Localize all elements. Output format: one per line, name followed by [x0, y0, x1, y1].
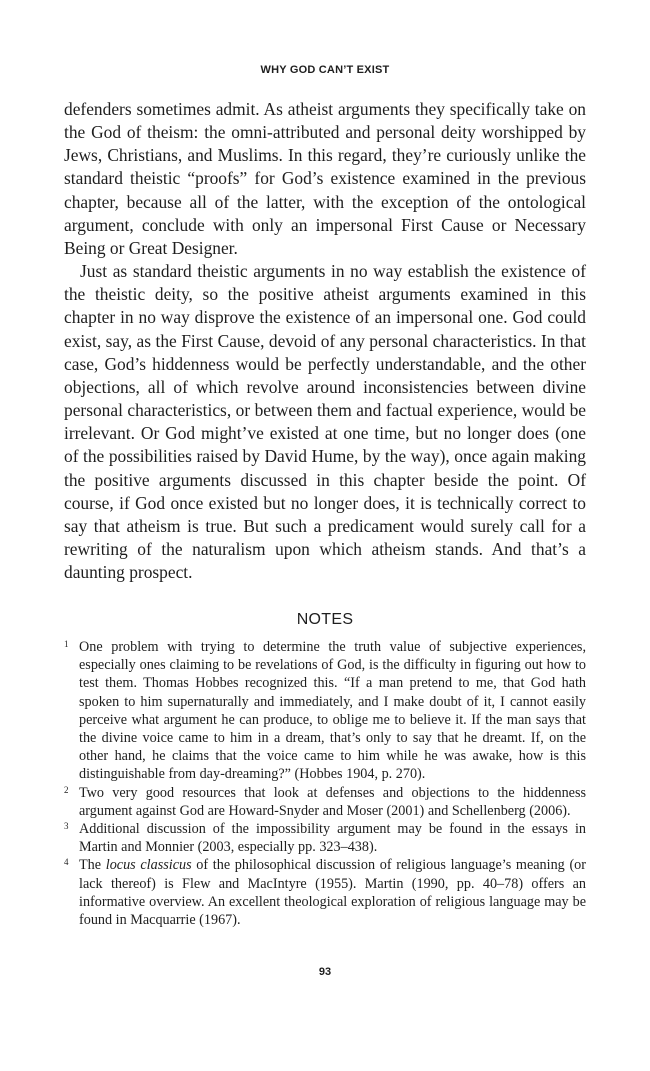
body-paragraph: defenders sometimes admit. As atheist arguments they specifically take on the God of theism: the omni-attributed and personal deity worshipped by Jews, Christians, and Muslims. In this regard, they’re curiously unlike the standard theistic “proofs” for God’s existence examined in the previous chapter, because all of the latter, with the exception of the ontological argument, conclude with only an impersonal First Cause or Necessary Being or Great Designer.: [64, 99, 586, 258]
note-item: [64, 638, 586, 784]
body-paragraph: Just as standard theistic arguments in no way establish the existence of the theistic deity, so the positive atheist arguments examined in this chapter in no way disprove the existence of an impersonal one. God could exist, say, as the First Cause, devoid of any personal characteristics. In that case, God’s hiddenness would be perfectly understandable, and the other objections, all of which revolve around inconsistencies between divine personal characteristics, or between them and factual experience, would be irrelevant. Or God might’ve existed at one time, but no longer does (one of the possibilities raised by David Hume, by the way), once again making the positive arguments discussed in this chapter beside the point. Of course, if God once existed but no longer does, it is technically correct to say that atheism is true. But such a predicament would surely call for a rewriting of the naturalism upon which atheism stands. And that’s a daunting prospect.: [64, 261, 586, 583]
notes-heading: NOTES: [296, 611, 354, 628]
notes-list: [64, 638, 586, 929]
body-text: [64, 98, 586, 584]
note-item: [64, 856, 586, 929]
note-number: 2: [64, 784, 69, 795]
note-item: [64, 820, 586, 856]
note-text: Two very good resources that look at defenses and objections to the hiddenness argument against God are Howard-Snyder and Moser (2001) and Schellenberg (2006).: [79, 784, 586, 819]
note-number: 3: [64, 821, 69, 832]
note-text-end: of the philosophical discussion of religious language’s meaning (or lack thereof) is Flew and MacIntyre (1955). Martin (1990, pp. 40–78) offers an informative overview. An excellent theological exploration of religious language may be found in Macquarrie (1967).: [79, 857, 586, 929]
note-number: 4: [64, 857, 69, 868]
note-number: 1: [64, 639, 69, 649]
page-number: 93: [318, 966, 332, 978]
note-item: [64, 784, 586, 820]
note-text: One problem with trying to determine the truth value of subjective experiences, especially ones claiming to be revelations of God, is the difficulty in figuring out how to test them. Thomas Hobbes recognized this. “If a man pretend to me, that God hath spoken to him supernaturally and immediately, and I make doubt of it, I cannot easily perceive what argument he can produce, to oblige me to believe it. If the man says that the divine voice came to him in a dream, that’s only to say that he dreamt. If, on the other hand, he claims that the voice came to him while he was awake, how is this distinguishable from day-dreaming?” (Hobbes 1904, p. 270).: [79, 639, 586, 783]
note-text-start: The: [79, 857, 106, 874]
running-head: WHY GOD CAN’T EXIST: [260, 64, 390, 76]
note-italic-term: locus classicus: [105, 857, 192, 874]
note-text: Additional discussion of the impossibility argument may be found in the essays in Martin and Monnier (2003, especially pp. 323–438).: [79, 821, 586, 856]
